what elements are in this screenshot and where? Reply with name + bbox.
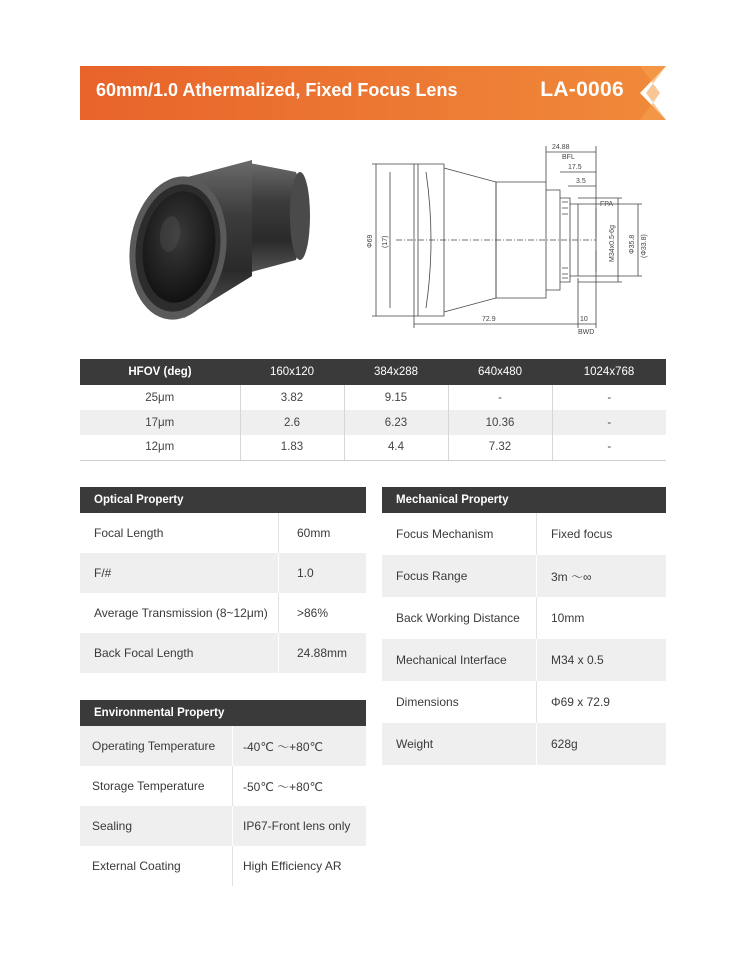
property-label: Dimensions [396, 695, 459, 709]
table-cell: 3.82 [240, 385, 344, 410]
hfov-col-header: HFOV (deg) [80, 359, 240, 385]
property-value: 1.0 [278, 553, 366, 593]
table-row [80, 410, 666, 435]
property-label: Focus Range [396, 569, 468, 583]
table-row [382, 681, 666, 723]
property-value: 24.88mm [278, 633, 366, 673]
dim-thread: M34x0.5-6g [609, 225, 616, 262]
dim-bfl-value: 24.88 [552, 144, 570, 151]
property-value: High Efficiency AR [232, 846, 366, 886]
hfov-col-1024x768: 1024x768 [552, 359, 666, 385]
property-value: Φ69 x 72.9 [536, 681, 666, 723]
table-row [382, 513, 666, 555]
dim-17-5: 17.5 [568, 164, 582, 171]
table-cell: 1.83 [240, 435, 344, 460]
property-value: M34 x 0.5 [536, 639, 666, 681]
property-label: Mechanical Interface [396, 653, 507, 667]
hfov-col-384x288: 384x288 [344, 359, 448, 385]
dim-diameter: Φ69 [367, 234, 374, 248]
property-label: Operating Temperature [92, 739, 216, 753]
property-value: -40℃ ～+80℃ [232, 726, 366, 766]
table-cell: 17μm [80, 410, 240, 435]
property-label: Focal Length [94, 526, 164, 540]
table-row [80, 806, 366, 846]
property-label: Weight [396, 737, 434, 751]
table-row [382, 639, 666, 681]
property-value: 10mm [536, 597, 666, 639]
dim-bfl-label: BFL [562, 154, 575, 161]
table-cell: 7.32 [448, 435, 552, 460]
table-cell: - [552, 435, 666, 460]
property-value: -50℃ ～+80℃ [232, 766, 366, 806]
property-label: Back Focal Length [94, 646, 194, 660]
table-row [80, 385, 666, 410]
table-row [80, 726, 366, 766]
product-code: LA-0006 [540, 78, 624, 101]
hfov-table [80, 359, 666, 461]
table-cell: - [552, 410, 666, 435]
property-value: 60mm [278, 513, 366, 553]
table-cell: 10.36 [448, 410, 552, 435]
fpa-label: FPA [600, 201, 614, 208]
property-label: Storage Temperature [92, 779, 205, 793]
dim-small-dia: Φ35.8 [629, 234, 636, 254]
table-row [382, 723, 666, 765]
dim-small-dia-2: (Φ33.8) [641, 234, 648, 258]
hfov-header-row [80, 359, 666, 385]
table-row [80, 553, 366, 593]
page-title: 60mm/1.0 Athermalized, Fixed Focus Lens [96, 80, 458, 100]
property-value: >86% [278, 593, 366, 633]
table-row [80, 593, 366, 633]
property-label: Focus Mechanism [396, 527, 494, 541]
dim-length: 72.9 [482, 316, 496, 323]
table-row [80, 846, 366, 886]
lens-photo [124, 148, 314, 324]
property-value: 628g [536, 723, 666, 765]
property-label: F/# [94, 566, 112, 580]
table-cell: - [607, 391, 612, 404]
mechanical-property-title: Mechanical Property [382, 487, 666, 513]
dim-diameter-2: (17) [382, 235, 389, 248]
table-cell: 2.6 [240, 410, 344, 435]
header-banner [80, 66, 666, 120]
optical-property-title: Optical Property [80, 487, 366, 513]
property-label: External Coating [92, 859, 181, 873]
table-cell: - [448, 385, 552, 410]
technical-drawing [356, 138, 656, 338]
dim-3-5: 3.5 [576, 178, 586, 185]
hfov-col-640x480: 640x480 [448, 359, 552, 385]
environmental-property-title: Environmental Property [80, 700, 366, 726]
table-row [80, 513, 366, 553]
mechanical-property-table [382, 487, 666, 765]
dim-bwd-label: BWD [578, 329, 595, 336]
property-value: Fixed focus [536, 513, 666, 555]
environmental-property-table [80, 700, 366, 886]
table-row [382, 597, 666, 639]
optical-property-table [80, 487, 366, 673]
property-value: IP67-Front lens only [232, 806, 366, 846]
dim-bwd-value: 10 [580, 316, 588, 323]
hfov-col-160x120: 160x120 [240, 359, 344, 385]
table-cell: 9.15 [344, 385, 448, 410]
table-cell: 6.23 [344, 410, 448, 435]
table-cell: 25μm [80, 385, 240, 410]
property-label: Sealing [92, 819, 133, 833]
table-cell: 12μm [80, 435, 240, 460]
table-row [382, 555, 666, 597]
table-row [80, 435, 666, 460]
property-label: Back Working Distance [396, 611, 520, 625]
table-cell: 4.4 [344, 435, 448, 460]
property-value: 3m ～∞ [536, 555, 666, 597]
table-row [80, 766, 366, 806]
table-row [80, 633, 366, 673]
property-label: Average Transmission (8~12μm) [94, 606, 268, 620]
